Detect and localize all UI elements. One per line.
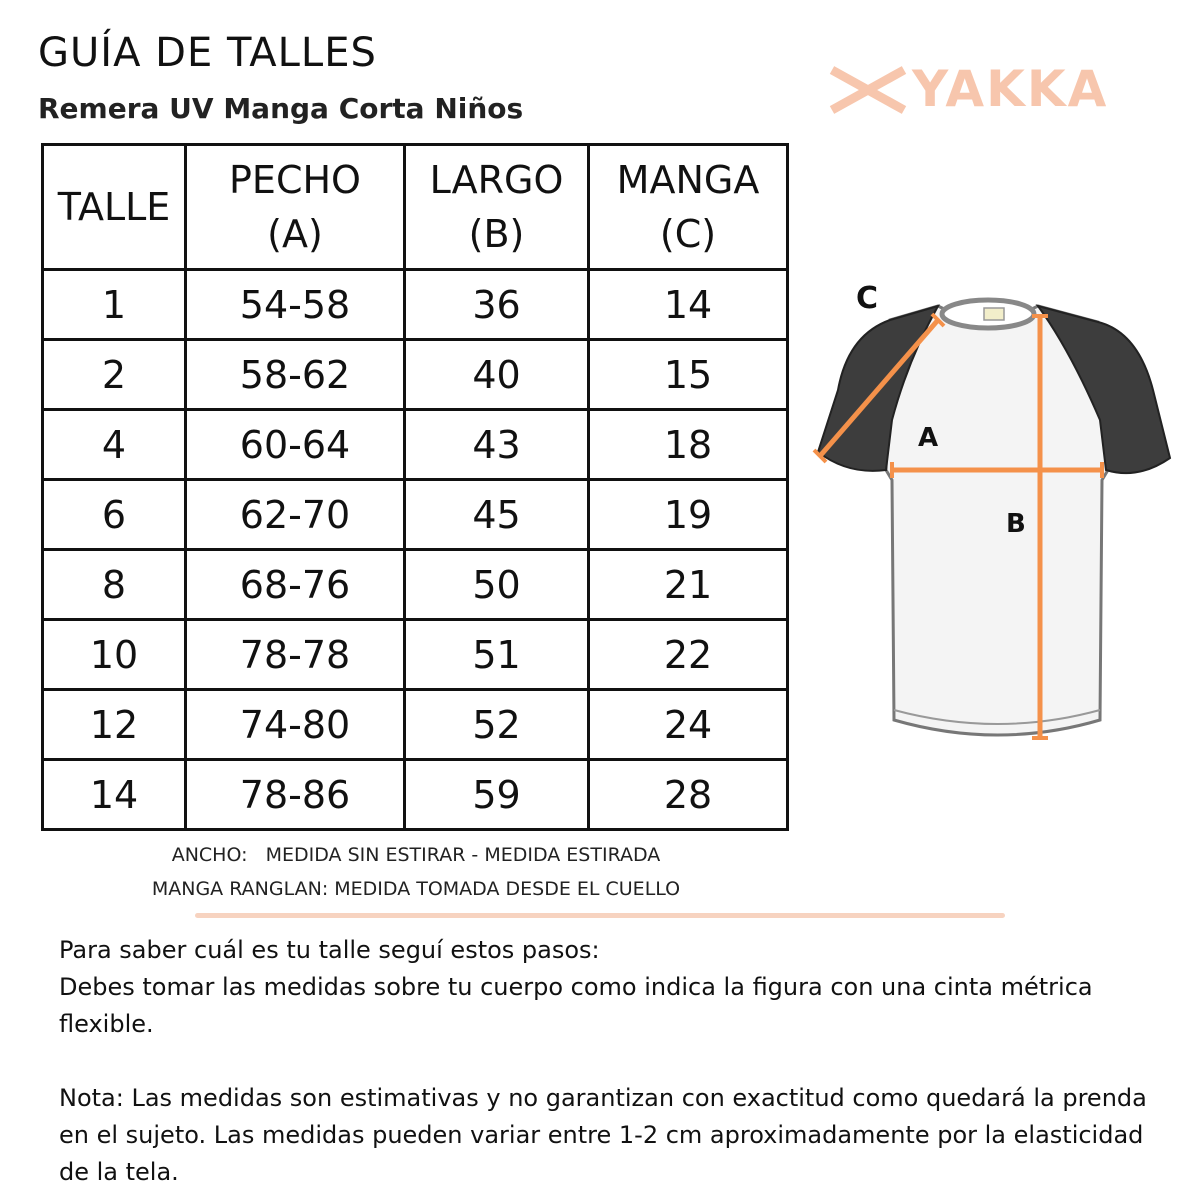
- cell-manga: 14: [589, 270, 788, 340]
- brand-name: YAKKA: [912, 60, 1109, 118]
- table-row: [43, 550, 788, 620]
- size-table: [41, 143, 789, 831]
- table-row: [43, 410, 788, 480]
- instructions-intro: Para saber cuál es tu talle seguí estos pasos:: [59, 936, 600, 964]
- table-row: [43, 620, 788, 690]
- cell-talle: 8: [43, 550, 186, 620]
- cell-manga: 28: [589, 760, 788, 830]
- cell-pecho: 78-78: [186, 620, 405, 690]
- header-pecho: PECHO (A): [186, 145, 405, 270]
- cell-talle: 1: [43, 270, 186, 340]
- cell-talle: 10: [43, 620, 186, 690]
- shirt-body: [886, 306, 1108, 735]
- section-divider: [195, 913, 1005, 918]
- cell-pecho: 54-58: [186, 270, 405, 340]
- cell-manga: 19: [589, 480, 788, 550]
- cell-talle: 4: [43, 410, 186, 480]
- note-manga: MANGA RANGLAN: MEDIDA TOMADA DESDE EL CUELLO: [151, 878, 681, 900]
- cell-manga: 22: [589, 620, 788, 690]
- cell-largo: 45: [405, 480, 589, 550]
- cell-pecho: 78-86: [186, 760, 405, 830]
- cell-manga: 18: [589, 410, 788, 480]
- measurement-notes: [0, 838, 832, 906]
- label-a: A: [918, 423, 939, 453]
- cell-largo: 43: [405, 410, 589, 480]
- table-row: [43, 340, 788, 410]
- table-header-row: [43, 145, 788, 270]
- page-title: GUÍA DE TALLES: [38, 30, 377, 76]
- cell-talle: 12: [43, 690, 186, 760]
- cell-largo: 59: [405, 760, 589, 830]
- cell-largo: 50: [405, 550, 589, 620]
- label-b: B: [1006, 509, 1026, 539]
- table-row: [43, 690, 788, 760]
- header-manga: MANGA (C): [589, 145, 788, 270]
- label-c: C: [856, 281, 879, 316]
- header-largo: LARGO (B): [405, 145, 589, 270]
- cell-manga: 24: [589, 690, 788, 760]
- cell-pecho: 62-70: [186, 480, 405, 550]
- instructions: [59, 932, 1169, 1191]
- table-row: [43, 760, 788, 830]
- table-row: [43, 270, 788, 340]
- cell-largo: 36: [405, 270, 589, 340]
- cell-pecho: 60-64: [186, 410, 405, 480]
- header-talle: TALLE: [43, 145, 186, 270]
- instructions-steps: Debes tomar las medidas sobre tu cuerpo como indica la figura con una cinta métrica flexible.: [59, 973, 1093, 1038]
- cell-largo: 51: [405, 620, 589, 690]
- cell-pecho: 68-76: [186, 550, 405, 620]
- collar-tag: [984, 308, 1004, 320]
- cell-pecho: 58-62: [186, 340, 405, 410]
- cell-talle: 14: [43, 760, 186, 830]
- note-ancho: ANCHO: MEDIDA SIN ESTIRAR - MEDIDA ESTIRADA: [171, 844, 661, 866]
- instructions-note: Nota: Las medidas son estimativas y no garantizan con exactitud como quedará la prenda en el sujeto. Las medidas pueden variar entre 1-2 cm aproximadamente por la elasticidad de la tela.: [59, 1084, 1147, 1186]
- tshirt-diagram-icon: [808, 280, 1180, 750]
- page-subtitle: Remera UV Manga Corta Niños: [38, 92, 524, 125]
- cell-largo: 40: [405, 340, 589, 410]
- table-row: [43, 480, 788, 550]
- cell-largo: 52: [405, 690, 589, 760]
- cell-manga: 15: [589, 340, 788, 410]
- cell-manga: 21: [589, 550, 788, 620]
- cell-talle: 2: [43, 340, 186, 410]
- cell-talle: 6: [43, 480, 186, 550]
- cell-pecho: 74-80: [186, 690, 405, 760]
